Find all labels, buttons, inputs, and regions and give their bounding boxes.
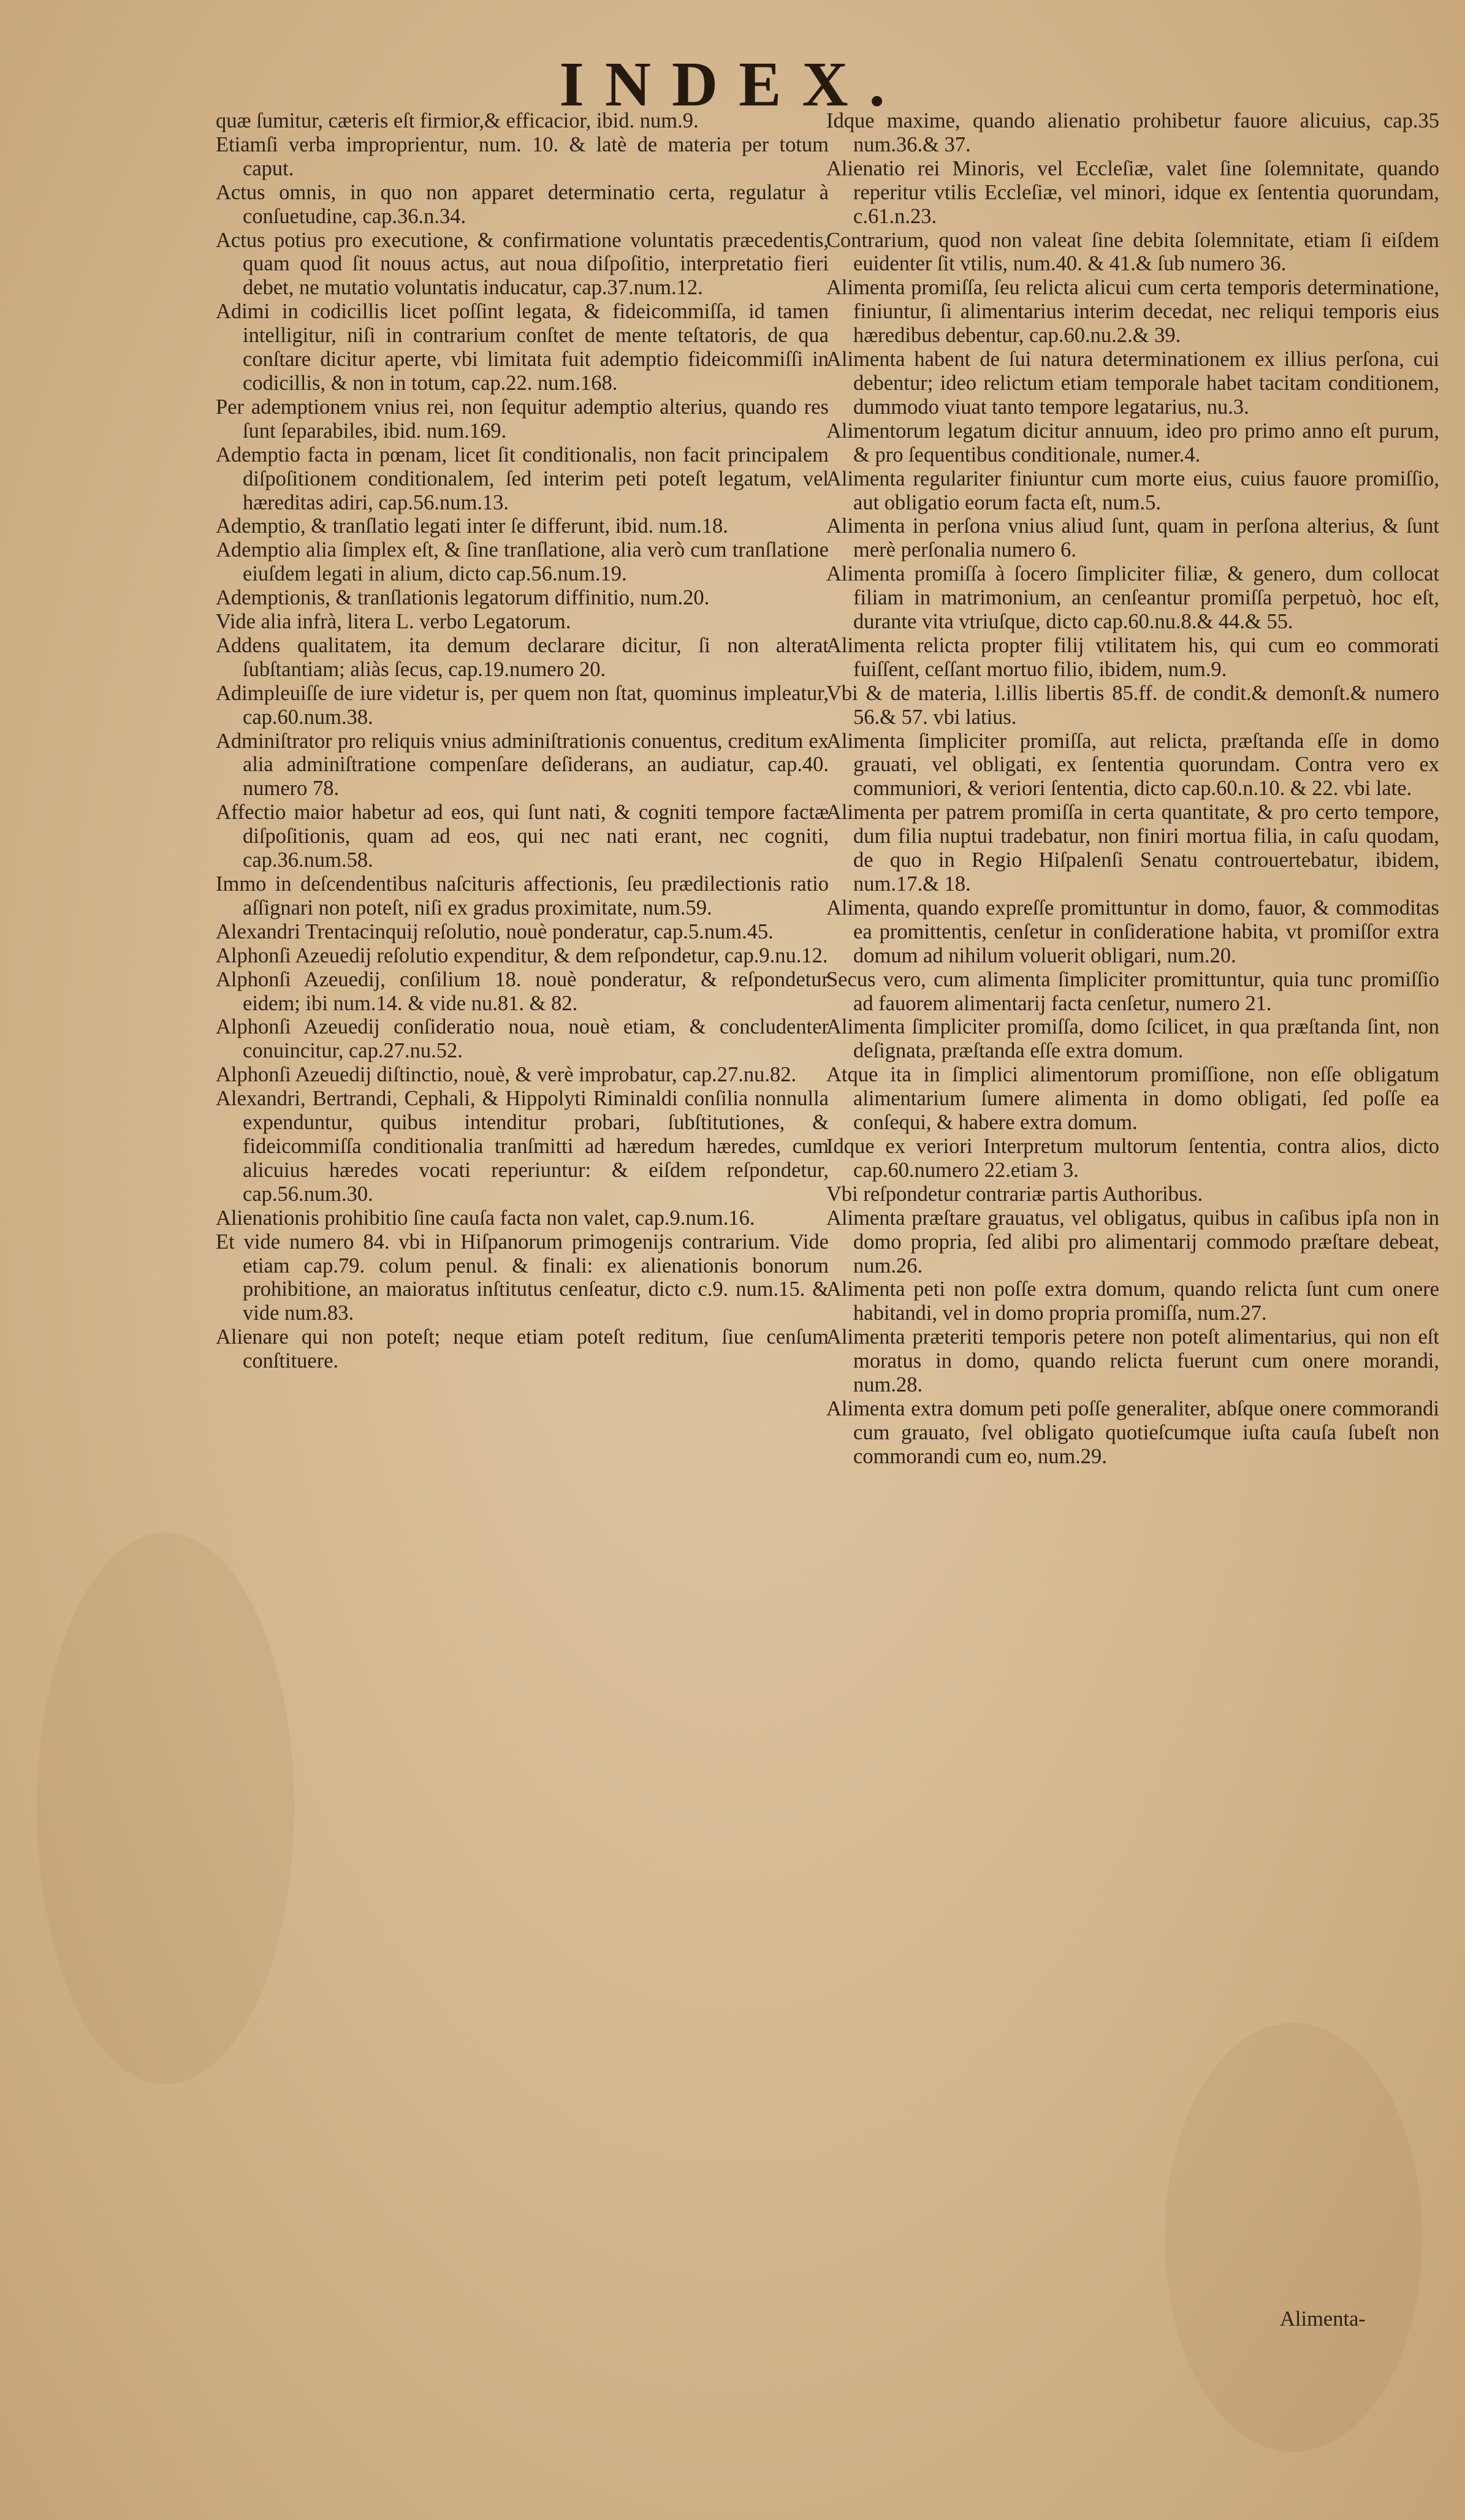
index-entry: Alienationis prohibitio ſine cauſa facta non valet, cap.9.num.16. bbox=[216, 1206, 755, 1230]
index-entry: Addens qualitatem, ita demum declarare dicitur, ſi non alterat ſubſtantiam; aliàs ſecus, cap.19.numero 20. bbox=[216, 633, 829, 681]
page-header: INDEX. bbox=[559, 49, 906, 120]
index-entry: Alimenta præteriti temporis petere non poteſt alimentarius, qui non eſt moratus in domo, quando relicta fuerunt cum onere morandi, num.28. bbox=[826, 1325, 1439, 1397]
index-entry: Alimenta per patrem promiſſa in certa quantitate, & pro certo tempore, dum filia nuptui tradebatur, non finiri mortua filia, in caſu quodam, de quo in Regio Hiſpalenſi Senatu controuertebatur, ibidem, num.17.& 18. bbox=[826, 801, 1439, 896]
index-entry: Actus omnis, in quo non apparet determinatio certa, regulatur à conſuetudine, cap.36.n.34. bbox=[216, 180, 829, 228]
paper-stain bbox=[1165, 2023, 1422, 2452]
index-entry: Alimenta promiſſa, ſeu relicta alicui cum certa temporis determinatione, finiuntur, ſi alimentarius interim decedat, nec reliqui temporis eius hæredibus debentur, cap.60.nu.2.& 39. bbox=[826, 276, 1439, 348]
index-entry: Alimenta præſtare grauatus, vel obligatus, quibus in caſibus ipſa non in domo propria, ſed alibi pro alimentarij commodo præſtare debeat, num.26. bbox=[826, 1206, 1439, 1277]
index-entry: Idque ex veriori Interpretum multorum ſententia, contra alios, dicto cap.60.numero 22.etiam 3. bbox=[826, 1134, 1439, 1182]
index-entry: Alphonſi Azeuedij diſtinctio, nouè, & verè improbatur, cap.27.nu.82. bbox=[216, 1063, 797, 1087]
paper-stain bbox=[37, 1532, 294, 2084]
index-entry: Alimenta relicta propter filij vtilitatem his, qui cum eo commorati fuiſſent, ceſſant mortuo filio, ibidem, num.9. bbox=[826, 633, 1439, 681]
index-entry: Ademptionis, & tranſlationis legatorum diffinitio, num.20. bbox=[216, 586, 710, 610]
index-entry: Vbi reſpondetur contrariæ partis Authoribus. bbox=[826, 1182, 1203, 1206]
index-entry: Alimenta peti non poſſe extra domum, quando relicta ſunt cum onere habitandi, vel in domo propria promiſſa, num.27. bbox=[826, 1277, 1439, 1325]
index-entry: Vide alia infrà, litera L. verbo Legatorum. bbox=[216, 610, 571, 634]
index-entry: Adminiſtrator pro reliquis vnius adminiſtrationis conuentus, creditum ex alia adminiſtratione compenſare deſiderans, an audiatur, cap.40. numero 78. bbox=[216, 729, 829, 801]
index-entry: Alimenta habent de ſui natura determinationem ex illius perſona, cui debentur; ideo relictum etiam temporale habet tacitam conditionem, dummodo viuat tanto tempore legatarius, nu.3. bbox=[826, 348, 1439, 419]
index-entry: Vbi & de materia, l.illis libertis 85.ff. de condit.& demonſt.& numero 56.& 57. vbi latius. bbox=[826, 681, 1439, 729]
index-entry: Etiamſi verba improprientur, num. 10. & latè de materia per totum caput. bbox=[216, 132, 829, 180]
index-entry: Contrarium, quod non valeat ſine debita ſolemnitate, etiam ſi eiſdem euidenter ſit vtilis, num.40. & 41.& ſub numero 36. bbox=[826, 228, 1439, 276]
index-entry: Alimenta ſimpliciter promiſſa, domo ſcilicet, in qua præſtanda ſint, non deſignata, præſtanda eſſe extra domum. bbox=[826, 1015, 1439, 1063]
index-entry: Immo in deſcendentibus naſcituris affectionis, ſeu prædilectionis ratio aſſignari non poteſt, niſi ex gradus proximitate, num.59. bbox=[216, 872, 829, 919]
index-entry: Actus potius pro executione, & confirmatione voluntatis præcedentis, quam quod ſit nouus actus, aut noua diſpoſitio, interpretatio fieri debet, ne mutatio voluntatis inducatur, cap.37.num.12. bbox=[216, 228, 829, 300]
catchword: Alimenta- bbox=[1280, 2307, 1366, 2331]
index-entry: Adimi in codicillis licet poſſint legata, & fideicommiſſa, id tamen intelligitur, niſi in contrarium conſtet de mente teſtatoris, de qua conſtare dicitur aperte, vbi limitata fuit ademptio fideicommiſſi in codicillis, & non in totum, cap.22. num.168. bbox=[216, 300, 829, 395]
index-entry: Et vide numero 84. vbi in Hiſpanorum primogenijs contrarium. Vide etiam cap.79. colum penul. & finali: ex alienationis bonorum prohibitione, an maioratus inſtitutus cenſeatur, dicto c.9. num.15. & vide num.83. bbox=[216, 1230, 829, 1325]
index-entry: Alienare qui non poteſt; neque etiam poteſt reditum, ſiue cenſum conſtituere. bbox=[216, 1325, 829, 1373]
left-column bbox=[216, 109, 829, 1373]
index-entry: Alimentorum legatum dicitur annuum, ideo pro primo anno eſt purum, & pro ſequentibus conditionale, numer.4. bbox=[826, 419, 1439, 466]
index-entry: Alphonſi Azeuedij conſideratio noua, nouè etiam, & concludenter conuincitur, cap.27.nu.52. bbox=[216, 1015, 829, 1063]
index-entry: Alexandri Trentacinquij reſolutio, nouè ponderatur, cap.5.num.45. bbox=[216, 919, 774, 943]
index-entry: quæ ſumitur, cæteris eſt firmior,& efficacior, ibid. num.9. bbox=[216, 109, 699, 132]
index-entry: Alphonſi Azeuedij reſolutio expenditur, & dem reſpondetur, cap.9.nu.12. bbox=[216, 943, 828, 967]
index-entry: Secus vero, cum alimenta ſimpliciter promittuntur, quia tunc promiſſio ad fauorem alimentarij facta cenſetur, numero 21. bbox=[826, 967, 1439, 1015]
index-entry: Adimpleuiſſe de iure videtur is, per quem non ſtat, quominus impleatur, cap.60.num.38. bbox=[216, 681, 829, 729]
index-entry: Alimenta in perſona vnius aliud ſunt, quam in perſona alterius, & ſunt merè perſonalia numero 6. bbox=[826, 514, 1439, 562]
index-entry: Alimenta, quando expreſſe promittuntur in domo, fauor, & commoditas ea promittentis, cenſetur in conſideratione habita, vt promiſſor extra domum ad nihilum voluerit obligari, num.20. bbox=[826, 896, 1439, 967]
index-entry: Ademptio facta in pœnam, licet ſit conditionalis, non facit principalem diſpoſitionem conditionalem, ſed interim peti poteſt legatum, vel hæreditas adiri, cap.56.num.13. bbox=[216, 443, 829, 514]
index-entry: Alimenta ſimpliciter promiſſa, aut relicta, præſtanda eſſe in domo grauati, vel obligati, ex ſententia quorundam. Contra vero ex communiori, & veriori ſententia, dicto cap.60.n.10. & 22. vbi late. bbox=[826, 729, 1439, 801]
index-entry: Alphonſi Azeuedij, conſilium 18. nouè ponderatur, & reſpondetur eidem; ibi num.14. & vide nu.81. & 82. bbox=[216, 967, 829, 1015]
index-entry: Alimenta promiſſa à ſocero ſimpliciter filiæ, & genero, dum collocat filiam in matrimonium, an cenſeantur promiſſa perpetuò, hoc eſt, durante vita vtriuſque, dicto cap.60.nu.8.& 44.& 55. bbox=[826, 562, 1439, 634]
index-entry: Alimenta regulariter finiuntur cum morte eius, cuius fauore promiſſio, aut obligatio eorum facta eſt, num.5. bbox=[826, 466, 1439, 514]
index-entry: Atque ita in ſimplici alimentorum promiſſione, non eſſe obligatum alimentarium ſumere alimenta in domo obligati, ſed poſſe ea conſequi, & habere extra domum. bbox=[826, 1063, 1439, 1135]
index-entry: Alexandri, Bertrandi, Cephali, & Hippolyti Riminaldi conſilia nonnulla expenduntur, quibus intenditur probari, ſubſtitutiones, & fideicommiſſa conditionalia tranſmitti ad hæredum hæredes, cum alicuius hæredes vocati reperiuntur: & eiſdem reſpondetur, cap.56.num.30. bbox=[216, 1087, 829, 1206]
index-entry: Alienatio rei Minoris, vel Eccleſiæ, valet ſine ſolemnitate, quando reperitur vtilis Eccleſiæ, vel minori, idque ex ſententia quorundam, c.61.n.23. bbox=[826, 156, 1439, 228]
index-entry: Ademptio, & tranſlatio legati inter ſe differunt, ibid. num.18. bbox=[216, 514, 728, 538]
index-entry: Per ademptionem vnius rei, non ſequitur ademptio alterius, quando res ſunt ſeparabiles, ibid. num.169. bbox=[216, 395, 829, 443]
right-column bbox=[826, 109, 1439, 1469]
index-entry: Alimenta extra domum peti poſſe generaliter, abſque onere commorandi cum grauato, ſvel obligato quotieſcumque iuſta cauſa ſubeſt non commorandi cum eo, num.29. bbox=[826, 1396, 1439, 1468]
index-entry: Idque maxime, quando alienatio prohibetur fauore alicuius, cap.35 num.36.& 37. bbox=[826, 109, 1439, 156]
index-entry: Affectio maior habetur ad eos, qui ſunt nati, & cogniti tempore factæ diſpoſitionis, quam ad eos, qui nec nati erant, nec cogniti, cap.36.num.58. bbox=[216, 801, 829, 872]
index-entry: Ademptio alia ſimplex eſt, & ſine tranſlatione, alia verò cum tranſlatione eiuſdem legati in alium, dicto cap.56.num.19. bbox=[216, 538, 829, 586]
